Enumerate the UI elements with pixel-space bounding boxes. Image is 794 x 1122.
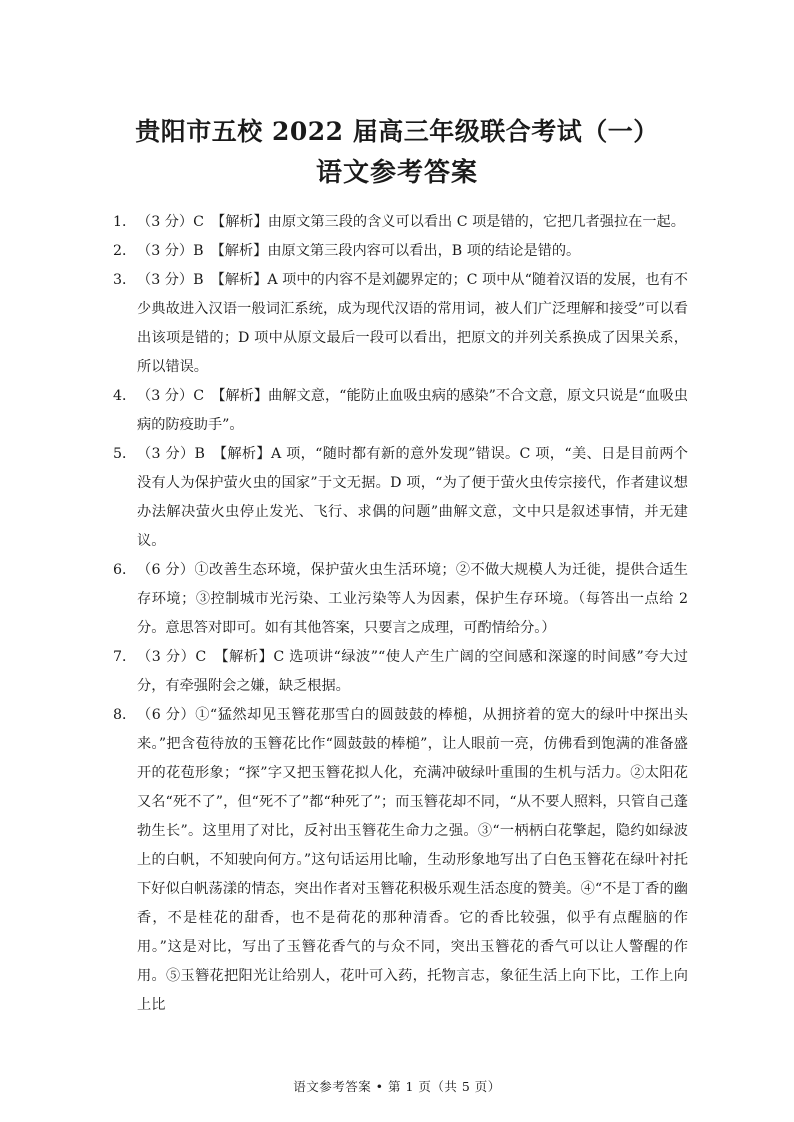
answer-item-8 (113, 701, 688, 1020)
answer-item-1 (113, 208, 688, 237)
answer-text: （3 分）B 【解析】A 项，“随时都有新的意外发现”错误。C 项，“美、日是目前两个没有人为保护萤火虫的国家”于文无据。D 项，“为了便于萤火虫传宗接代，作者建议想办法解决萤火虫停止发光、飞行、求偶的问题”曲解文意，文中只是叙述事情，并无建议。 (137, 446, 688, 549)
answer-number: 3． (113, 272, 137, 288)
answer-number: 5． (113, 446, 137, 462)
answer-text: （3 分）C 【解析】C 选项讲“绿波”“使人产生广阔的空间感和深邃的时间感”夸大过分，有牵强附会之嫌，缺乏根据。 (137, 649, 688, 694)
answer-number: 1． (113, 214, 137, 230)
answer-text: （3 分）B 【解析】A 项中的内容不是刘勰界定的；C 项中从“随着汉语的发展，也有不少典故进入汉语一般词汇系统，成为现代汉语的常用词，被人们广泛理解和接受”可以看出该项是错的；D 项中从原文最后一段可以看出，把原文的并列关系换成了因果关系，所以错误。 (137, 272, 688, 375)
page-footer: 语文参考答案 • 第 1 页（共 5 页） (293, 1079, 501, 1094)
answer-number: 2． (113, 243, 137, 259)
answer-list (113, 208, 688, 1020)
answer-number: 6． (113, 562, 137, 578)
answer-text: （3 分）C 【解析】由原文第三段的含义可以看出 C 项是错的，它把几者强拉在一起。 (137, 214, 685, 230)
document-subtitle: 语文参考答案 (315, 158, 478, 188)
answer-item-7 (113, 643, 688, 701)
answer-item-6 (113, 556, 688, 643)
answer-number: 8． (113, 707, 137, 723)
answer-item-2 (113, 237, 688, 266)
answer-text: （6 分）①改善生态环境，保护萤火虫生活环境；②不做大规模人为迁徙，提供合适生存环境；③控制城市光污染、工业污染等人为因素，保护生存环境。（每答出一点给 2 分。意思答对即可。如有其他答案，只要言之成理，可酌情给分。） (137, 562, 688, 636)
answer-item-5 (113, 440, 688, 556)
answer-number: 4． (113, 388, 137, 404)
answer-number: 7． (113, 649, 137, 665)
answer-item-4 (113, 382, 688, 440)
answer-text: （3 分）C 【解析】曲解文意，“能防止血吸虫病的感染”不合文意，原文只说是“血吸虫病的防疫助手”。 (137, 388, 688, 433)
exam-title: 贵阳市五校 2022 届高三年级联合考试（一） (135, 117, 659, 146)
answer-text: （6 分）①“猛然却见玉簪花那雪白的圆鼓鼓的棒槌，从拥挤着的宽大的绿叶中探出头来。”把含苞待放的玉簪花比作“圆鼓鼓的棒槌”，让人眼前一亮，仿佛看到饱满的准备盛开的花苞形象；“探”字又把玉簪花拟人化，充满冲破绿叶重围的生机与活力。②太阳花又名“死不了”，但“死不了”都“种死了”；而玉簪花却不同，“从不要人照料，只管自己蓬勃生长”。这里用了对比，反衬出玉簪花生命力之强。③“一柄柄白花擎起，隐约如绿波上的白帆，不知驶向何方。”这句话运用比喻，生动形象地写出了白色玉簪花在绿叶衬托下好似白帆荡漾的情态，突出作者对玉簪花积极乐观生活态度的赞美。④“不是丁香的幽香，不是桂花的甜香，也不是荷花的那种清香。它的香比较强，似乎有点醒脑的作用。”这是对比，写出了玉簪花香气的与众不同，突出玉簪花的香气可以让人警醒的作用。⑤玉簪花把阳光让给别人，花叶可入药，托物言志，象征生活上向下比，工作上向上比 (137, 707, 688, 1013)
answer-item-3 (113, 266, 688, 382)
answer-text: （3 分）B 【解析】由原文第三段内容可以看出，B 项的结论是错的。 (137, 243, 581, 259)
